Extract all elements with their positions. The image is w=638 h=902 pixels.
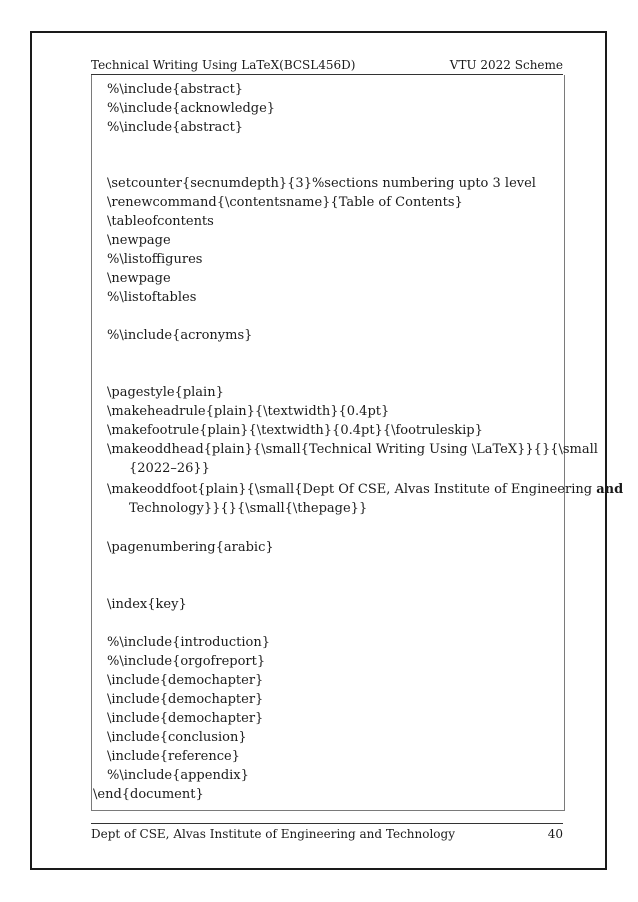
code-line: \pagenumbering{arabic} [107,540,274,555]
code-line [107,481,623,499]
code-line: \include{demochapter} [107,711,264,726]
code-line: %\listoffigures [107,252,203,267]
code-line: \setcounter{secnumdepth}{3}%sections numbering upto 3 level [107,176,536,191]
code-line: %\include{introduction} [107,635,270,650]
page-number: 40 [547,827,563,841]
code-line: \include{demochapter} [107,692,264,707]
code-line: \include{conclusion} [107,730,247,745]
code-line: \end{document} [93,787,204,802]
footer-rule [91,823,563,824]
code-line: %\include{orgofreport} [107,654,266,669]
code-line: \renewcommand{\contentsname}{Table of Contents} [107,195,463,210]
code-line: \include{demochapter} [107,673,264,688]
running-header [91,57,563,73]
code-line: \newpage [107,271,171,286]
code-line: \makeheadrule{plain}{\textwidth}{0.4pt} [107,404,390,419]
code-line: \index{key} [107,597,187,612]
header-title: Technical Writing Using LaTeX(BCSL456D) [91,58,356,72]
code-line: %\include{abstract} [107,120,244,135]
code-line: %\include{acronyms} [107,328,253,343]
code-line: \makefootrule{plain}{\textwidth}{0.4pt}{\footruleskip} [107,423,483,438]
code-line: %\include{abstract} [107,82,244,97]
code-line-text: \makeoddfoot{plain}{\small{Dept Of CSE, Alvas Institute of Engineering [107,482,593,497]
code-line-bold: and [596,482,624,497]
running-footer [91,826,563,842]
header-scheme: VTU 2022 Scheme [449,58,563,72]
code-line: \newpage [107,233,171,248]
code-line: %\include{appendix} [107,768,249,783]
code-line: \include{reference} [107,749,240,764]
code-line: {2022–26}} [129,461,210,476]
code-line: Technology}}{}{\small{\thepage}} [129,501,368,516]
code-line: \pagestyle{plain} [107,385,224,400]
code-line: \makeoddhead{plain}{\small{Technical Writing Using \LaTeX}}{}{\small [107,442,598,457]
code-line: \tableofcontents [107,214,214,229]
footer-department: Dept of CSE, Alvas Institute of Engineering and Technology [91,827,455,841]
code-line: %\listoftables [107,290,197,305]
code-line: %\include{acknowledge} [107,101,276,116]
